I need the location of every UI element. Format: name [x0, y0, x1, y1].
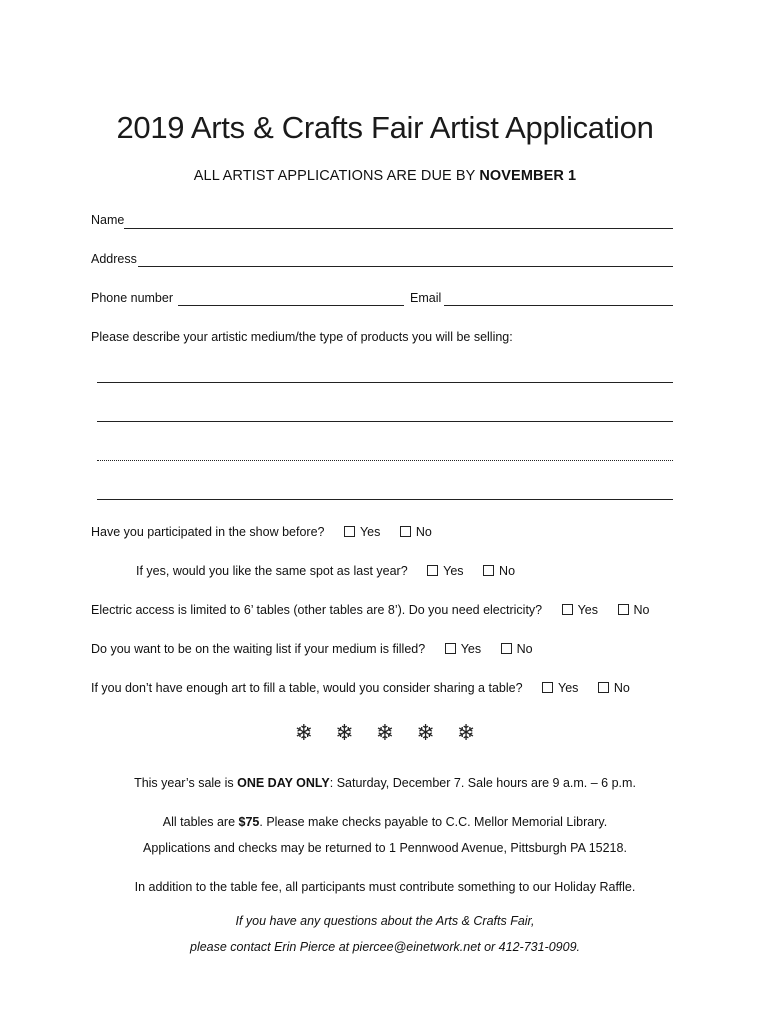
- q2-no-option[interactable]: [479, 564, 515, 578]
- question-text: Have you participated in the show before?: [91, 525, 325, 539]
- checkbox-icon[interactable]: [562, 604, 573, 615]
- q1-yes-option[interactable]: [340, 525, 380, 539]
- q4-no-option[interactable]: [497, 642, 533, 656]
- snowflake-divider: [0, 720, 770, 746]
- checkbox-icon[interactable]: [542, 682, 553, 693]
- no-label: No: [633, 603, 650, 617]
- q2-yes-option[interactable]: [423, 564, 463, 578]
- sale-emphasis: ONE DAY ONLY: [237, 776, 330, 790]
- return-address-info: Applications and checks may be returned to 1 Pennwood Avenue, Pittsburgh PA 15218.: [143, 841, 627, 855]
- question-same-spot: [136, 564, 515, 578]
- phone-label: Phone number: [91, 291, 174, 305]
- checkbox-icon[interactable]: [445, 643, 456, 654]
- question-text: If you don’t have enough art to fill a table, would you consider sharing a table?: [91, 681, 523, 695]
- tables-prefix: All tables are: [162, 815, 239, 829]
- raffle-info: In addition to the table fee, all participants must contribute something to our Holiday Raffle.: [134, 880, 636, 894]
- question-electricity: [91, 603, 649, 617]
- checkbox-icon[interactable]: [618, 604, 629, 615]
- yes-label: Yes: [460, 642, 482, 656]
- address-field[interactable]: [138, 266, 673, 267]
- snowflake-icon: ❄: [294, 720, 314, 745]
- address-label: Address: [91, 252, 137, 266]
- no-label: No: [613, 681, 630, 695]
- page-title: 2019 Arts & Crafts Fair Artist Application: [116, 110, 654, 145]
- checkbox-icon[interactable]: [427, 565, 438, 576]
- question-share-table: [91, 681, 630, 695]
- yes-label: Yes: [558, 681, 579, 695]
- describe-line-2[interactable]: [97, 421, 673, 422]
- q5-no-option[interactable]: [594, 681, 630, 695]
- email-label: Email: [410, 291, 442, 305]
- no-label: No: [499, 564, 516, 578]
- q1-no-option[interactable]: [396, 525, 432, 539]
- question-text: Do you want to be on the waiting list if your medium is filled?: [91, 642, 426, 656]
- question-participated: [91, 525, 432, 539]
- sale-prefix: This year’s sale is: [134, 776, 238, 790]
- snowflake-icon: ❄: [416, 720, 435, 745]
- describe-line-4[interactable]: [97, 499, 673, 500]
- q4-yes-option[interactable]: [441, 642, 481, 656]
- q5-yes-option[interactable]: [538, 681, 578, 695]
- checkbox-icon[interactable]: [344, 526, 355, 537]
- q3-yes-option[interactable]: [558, 603, 598, 617]
- describe-line-3[interactable]: [97, 460, 673, 461]
- no-label: No: [516, 642, 533, 656]
- due-date: NOVEMBER 1: [479, 168, 577, 184]
- no-label: No: [415, 525, 432, 539]
- question-waiting-list: [91, 642, 533, 656]
- table-price: $75: [238, 815, 260, 829]
- sale-info: [0, 776, 770, 790]
- due-date-notice: [0, 168, 770, 184]
- table-price-info: [0, 815, 770, 829]
- due-prefix: ALL ARTIST APPLICATIONS ARE DUE BY: [193, 168, 480, 184]
- describe-label: Please describe your artistic medium/the type of products you will be selling:: [91, 330, 513, 344]
- checkbox-icon[interactable]: [598, 682, 609, 693]
- contact-line-2: please contact Erin Pierce at piercee@einetwork.net or 412-731-0909.: [190, 940, 580, 954]
- contact-line-1: If you have any questions about the Arts & Crafts Fair,: [235, 914, 535, 928]
- snowflake-icon: ❄: [335, 720, 354, 745]
- snowflake-icon: ❄: [456, 720, 476, 745]
- snowflake-icon: ❄: [375, 720, 395, 745]
- payment-info: . Please make checks payable to C.C. Mellor Memorial Library.: [259, 815, 608, 829]
- yes-label: Yes: [359, 525, 381, 539]
- question-text: If yes, would you like the same spot as last year?: [136, 564, 408, 578]
- yes-label: Yes: [443, 564, 464, 578]
- question-text: Electric access is limited to 6’ tables (other tables are 8’). Do you need electricity?: [91, 603, 543, 617]
- checkbox-icon[interactable]: [501, 643, 512, 654]
- phone-field[interactable]: [178, 305, 404, 306]
- email-field[interactable]: [444, 305, 673, 306]
- q3-no-option[interactable]: [614, 603, 650, 617]
- yes-label: Yes: [577, 603, 599, 617]
- sale-details: : Saturday, December 7. Sale hours are 9 a.m. – 6 p.m.: [329, 776, 636, 790]
- checkbox-icon[interactable]: [400, 526, 411, 537]
- checkbox-icon[interactable]: [483, 565, 494, 576]
- describe-line-1[interactable]: [97, 382, 673, 383]
- name-field[interactable]: [124, 228, 673, 229]
- name-label: Name: [91, 213, 125, 227]
